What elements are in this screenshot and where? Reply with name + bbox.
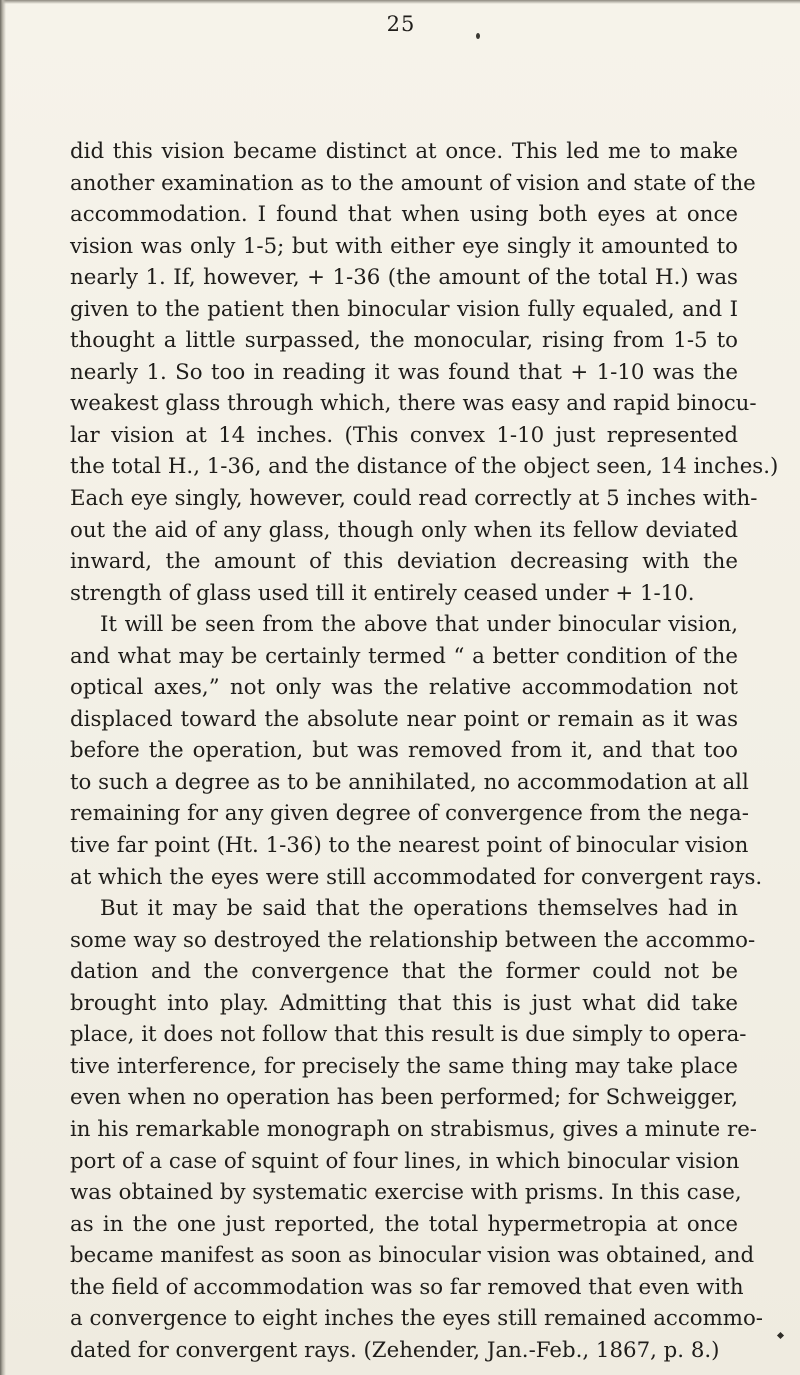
text-line: place, it does not follow that this result is due simply to opera- — [70, 1022, 747, 1048]
text-line: a convergence to eight inches the eyes still remained accommo- — [70, 1306, 763, 1332]
text-line: port of a case of squint of four lines, in which binocular vision — [70, 1148, 740, 1174]
text-line: vision was only 1-5; but with either eye singly it amounted to — [70, 233, 738, 259]
text-line: became manifest as soon as binocular vision was obtained, and — [70, 1243, 755, 1269]
page-number: 25 — [386, 12, 416, 36]
text-line: accommodation. I found that when using both eyes at once — [70, 202, 738, 228]
text-line: tive far point (Ht. 1-36) to the nearest point of binocular vision — [70, 833, 749, 859]
page-top-shadow — [0, 0, 800, 4]
text-line: even when no operation has been performed; for Schweigger, — [70, 1085, 738, 1111]
text-line: tive interference, for precisely the same thing may take place — [70, 1053, 738, 1079]
text-line: to such a degree as to be annihilated, no accommodation at all — [70, 769, 749, 795]
text-line: thought a little surpassed, the monocular, rising from 1-5 to — [70, 328, 738, 354]
text-line: given to the patient then binocular vision fully equaled, and I — [70, 296, 738, 322]
text-line: was obtained by systematic exercise with prisms. In this case, — [70, 1180, 742, 1206]
text-line: Each eye singly, however, could read correctly at 5 inches with- — [70, 486, 758, 512]
text-line: inward, the amount of this deviation decreasing with the — [70, 549, 738, 575]
text-line: as in the one just reported, the total hypermetropia at once — [70, 1211, 738, 1237]
text-line: some way so destroyed the relationship between the accommo- — [70, 927, 756, 953]
text-line: did this vision became distinct at once. This led me to make — [70, 139, 738, 164]
print-speck — [476, 33, 480, 39]
text-line: out the aid of any glass, though only when its fellow deviated — [70, 517, 738, 543]
text-line: dation and the convergence that the former could not be — [70, 959, 738, 985]
text-line: remaining for any given degree of convergence from the nega- — [70, 801, 749, 827]
text-line: lar vision at 14 inches. (This convex 1-10 just represented — [70, 422, 738, 448]
body-text — [70, 136, 779, 1366]
text-line: in his remarkable monograph on strabismus, gives a minute re- — [70, 1116, 758, 1142]
text-line: another examination as to the amount of vision and state of the — [70, 170, 756, 196]
text-line: brought into play. Admitting that this is just what did take — [70, 990, 738, 1016]
text-line: strength of glass used till it entirely ceased under + 1-10. — [70, 580, 695, 606]
text-line: dated for convergent rays. (Zehender, Jan.-Feb., 1867, p. 8.) — [70, 1337, 720, 1363]
print-speck — [777, 1332, 784, 1339]
text-line: nearly 1. So too in reading it was found that + 1-10 was the — [70, 359, 738, 385]
text-line: at which the eyes were still accommodated for convergent rays. — [70, 864, 763, 890]
text-line: before the operation, but was removed from it, and that too — [70, 738, 738, 764]
text-line: the total H., 1-36, and the distance of the object seen, 14 inches.) — [70, 454, 779, 480]
text-line: But it may be said that the operations themselves had in — [100, 896, 738, 922]
binding-shadow — [0, 0, 6, 1375]
text-line: weakest glass through which, there was easy and rapid binocu- — [70, 391, 757, 417]
text-line: the field of accommodation was so far removed that even with — [70, 1274, 744, 1300]
text-line: displaced toward the absolute near point or remain as it was — [70, 706, 738, 732]
text-line: nearly 1. If, however, + 1-36 (the amount of the total H.) was — [70, 265, 738, 291]
text-line: and what may be certainly termed “ a better condition of the — [70, 643, 738, 669]
text-line: optical axes,” not only was the relative accommodation not — [70, 675, 738, 701]
text-line: It will be seen from the above that under binocular vision, — [100, 612, 738, 638]
